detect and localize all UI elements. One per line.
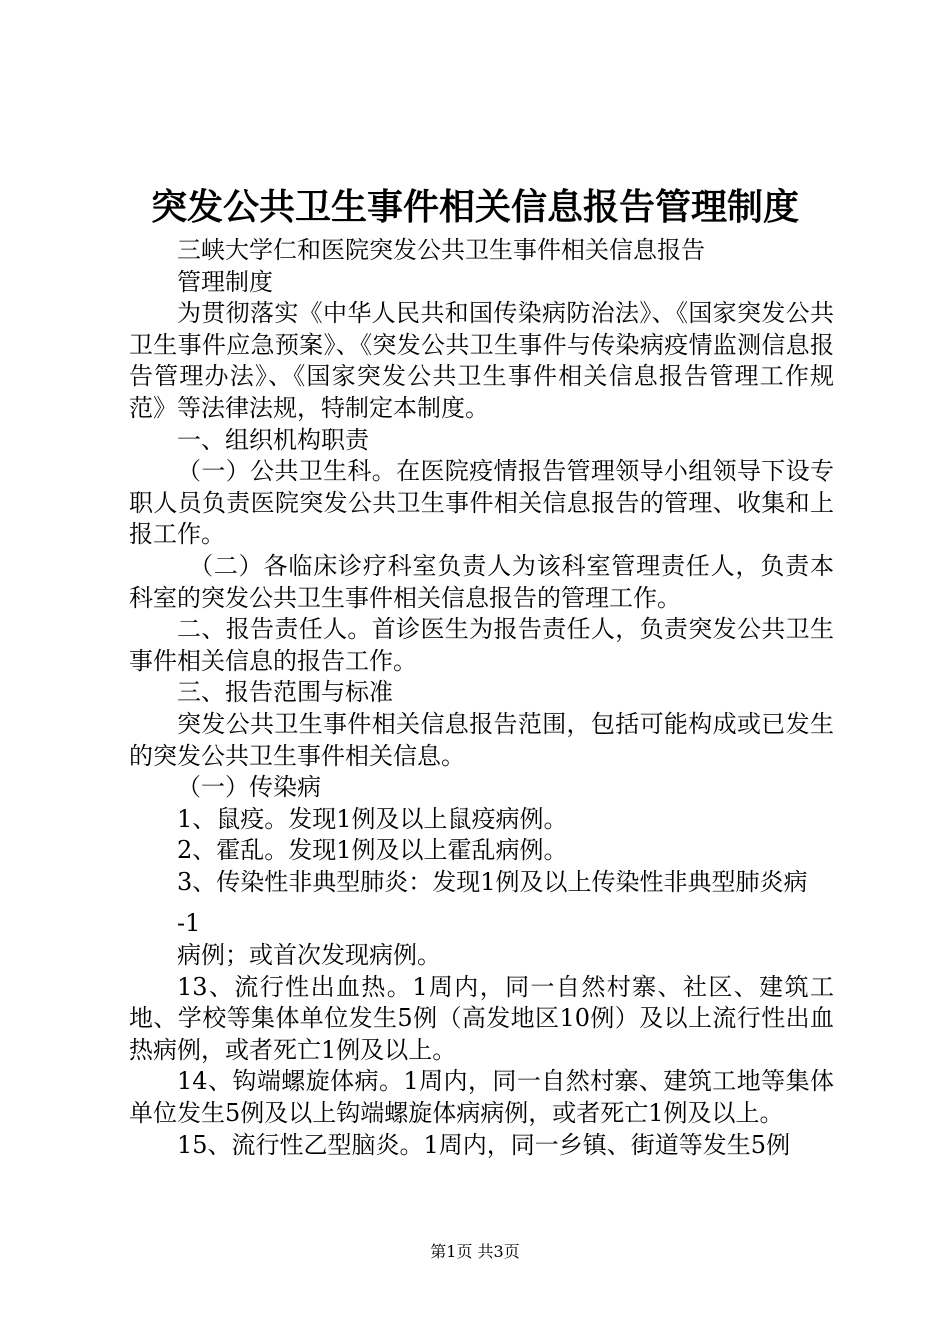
list-item-hemorrhagic-fever: 13、流行性出血热。1周内，同一自然村寨、社区、建筑工地、学校等集体单位发生5例（高发地区10例）及以上流行性出血热病例，或者死亡1例及以上。	[129, 972, 834, 1064]
section-1-item-1: （一）公共卫生科。在医院疫情报告管理领导小组领导下设专职人员负责医院突发公共卫生事件相关信息报告的管理、收集和上报工作。	[129, 457, 834, 549]
section-1-heading: 一、组织机构职责	[177, 425, 369, 454]
spacer	[129, 898, 834, 908]
list-item-sars-continued: 病例；或首次发现病例。	[177, 941, 441, 970]
page-footer: 第1页 共3页	[430, 1242, 520, 1261]
subtitle-line-1: 三峡大学仁和医院突发公共卫生事件相关信息报告	[177, 236, 705, 264]
section-3-heading: 三、报告范围与标准	[177, 678, 393, 707]
document-title: 突发公共卫生事件相关信息报告管理制度	[150, 186, 799, 228]
list-item-cholera: 2、霍乱。发现1例及以上霍乱病例。	[177, 836, 568, 865]
list-item-plague: 1、鼠疫。发现1例及以上鼠疫病例。	[177, 804, 568, 833]
section-2-paragraph: 二、报告责任人。首诊医生为报告责任人，负责突发公共卫生事件相关信息的报告工作。	[129, 615, 834, 675]
subsection-infectious: （一）传染病	[177, 773, 321, 802]
list-item-encephalitis: 15、流行性乙型脑炎。1周内，同一乡镇、街道等发生5例	[177, 1130, 791, 1159]
section-1-item-2: （二）各临床诊疗科室负责人为该科室管理责任人，负责本科室的突发公共卫生事件相关信息报告的管理工作。	[129, 551, 834, 612]
section-3-intro: 突发公共卫生事件相关信息报告范围，包括可能构成或已发生的突发公共卫生事件相关信息。	[129, 709, 834, 770]
page-marker: -1	[177, 909, 201, 938]
intro-paragraph: 为贯彻落实《中华人民共和国传染病防治法》、《国家突发公共卫生事件应急预案》、《突发公共卫生事件与传染病疫情监测信息报告管理办法》、《国家突发公共卫生事件相关信息报告管理工作规范》等法律法规，特制定本制度。	[129, 299, 834, 422]
document-body	[129, 235, 834, 1161]
list-item-sars: 3、传染性非典型肺炎：发现1例及以上传染性非典型肺炎病	[177, 867, 808, 896]
subtitle-line-2: 管理制度	[177, 267, 273, 296]
list-item-leptospirosis: 14、钩端螺旋体病。1周内，同一自然村寨、建筑工地等集体单位发生5例及以上钩端螺旋体病病例，或者死亡1例及以上。	[129, 1067, 834, 1128]
